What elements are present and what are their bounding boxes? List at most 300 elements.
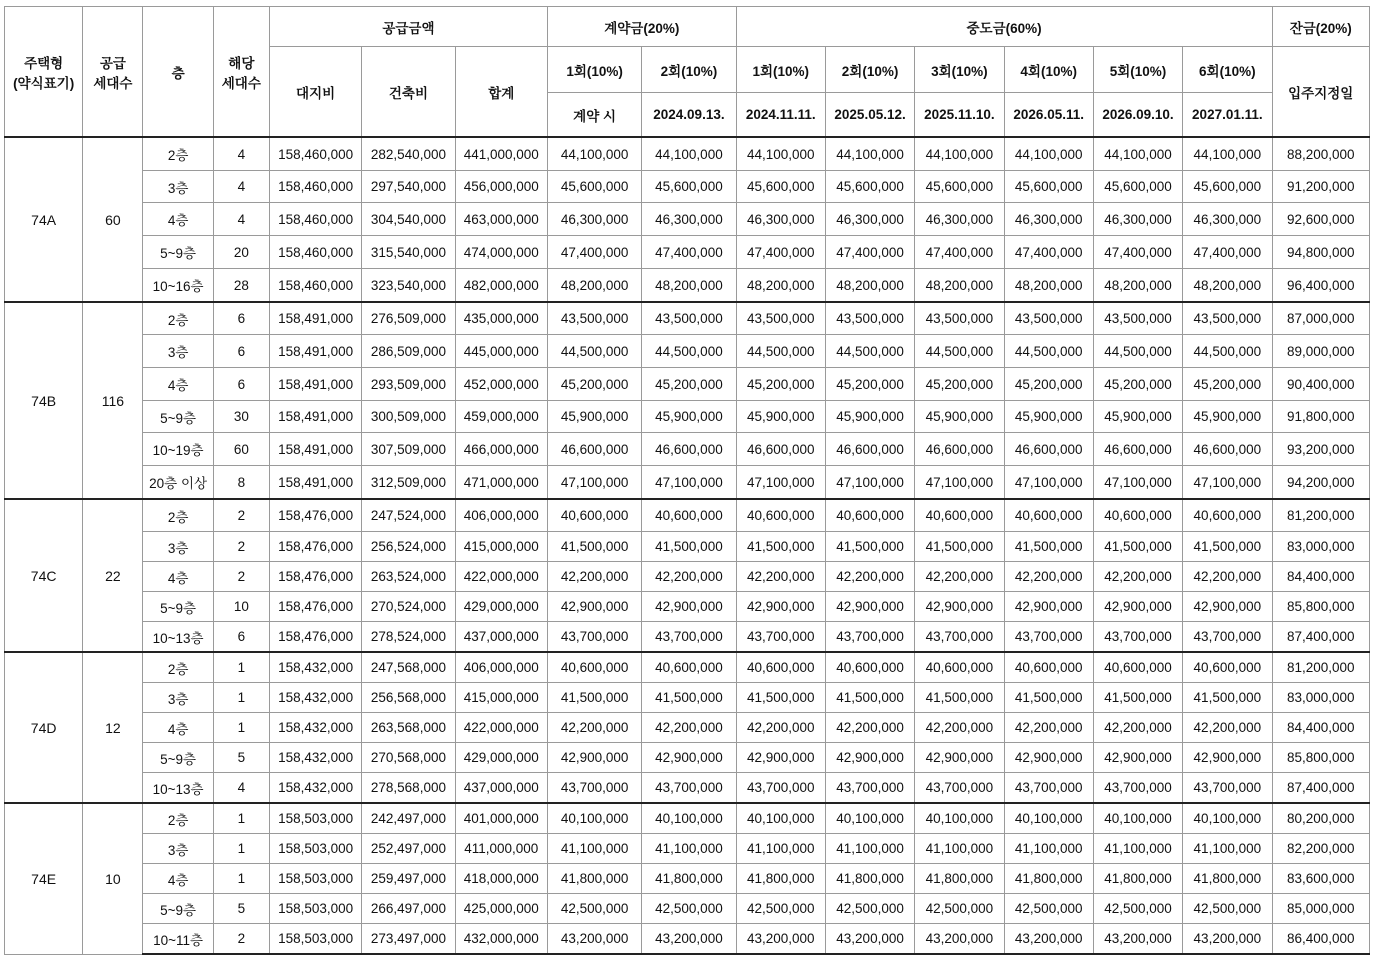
table-row	[5, 834, 1370, 864]
land-price-cell: 158,491,000	[269, 302, 361, 335]
balance-cell: 94,800,000	[1272, 236, 1370, 269]
table-row	[5, 713, 1370, 743]
deposit-1-cell: 47,100,000	[547, 466, 641, 500]
table-row	[5, 368, 1370, 401]
interim-2-cell: 48,200,000	[825, 269, 914, 303]
header-supply-units	[83, 7, 143, 138]
floor-cell: 10~19층	[143, 433, 213, 466]
building-price-cell: 278,568,000	[362, 773, 455, 804]
deposit-2-cell: 45,900,000	[642, 401, 736, 433]
land-price-cell: 158,503,000	[269, 803, 361, 834]
land-price-cell: 158,503,000	[269, 864, 361, 894]
units-cell: 2	[213, 562, 269, 592]
interim-4-cell: 43,700,000	[1004, 622, 1093, 653]
table-header	[5, 7, 1370, 138]
deposit-1-cell: 41,800,000	[547, 864, 641, 894]
units-cell: 1	[213, 803, 269, 834]
balance-cell: 91,200,000	[1272, 171, 1370, 203]
interim-2-cell: 45,600,000	[825, 171, 914, 203]
balance-cell: 91,800,000	[1272, 401, 1370, 433]
balance-cell: 88,200,000	[1272, 137, 1370, 171]
units-cell: 2	[213, 924, 269, 955]
balance-cell: 84,400,000	[1272, 713, 1370, 743]
units-cell: 1	[213, 683, 269, 713]
total-price-cell: 445,000,000	[455, 335, 547, 368]
interim-5-cell: 40,600,000	[1093, 652, 1182, 683]
interim-3-cell: 42,200,000	[915, 713, 1004, 743]
units-cell: 10	[213, 592, 269, 622]
interim-3-cell: 44,500,000	[915, 335, 1004, 368]
deposit-1-cell: 42,500,000	[547, 894, 641, 924]
interim-6-cell: 41,800,000	[1183, 864, 1272, 894]
balance-cell: 89,000,000	[1272, 335, 1370, 368]
units-cell: 6	[213, 302, 269, 335]
interim-2-cell: 42,500,000	[825, 894, 914, 924]
building-price-cell: 270,524,000	[362, 592, 455, 622]
interim-3-cell: 42,900,000	[915, 592, 1004, 622]
table-row	[5, 269, 1370, 303]
interim-5-cell: 40,600,000	[1093, 499, 1182, 532]
header-balance-date: 입주지정일	[1272, 47, 1370, 138]
supply-units-cell: 12	[83, 652, 143, 803]
table-row	[5, 401, 1370, 433]
interim-4-cell: 41,500,000	[1004, 532, 1093, 562]
land-price-cell: 158,460,000	[269, 137, 361, 171]
land-price-cell: 158,491,000	[269, 433, 361, 466]
header-building: 건축비	[362, 47, 455, 138]
interim-3-cell: 45,600,000	[915, 171, 1004, 203]
floor-cell: 3층	[143, 335, 213, 368]
interim-4-cell: 42,200,000	[1004, 713, 1093, 743]
deposit-1-cell: 47,400,000	[547, 236, 641, 269]
units-cell: 20	[213, 236, 269, 269]
deposit-2-cell: 44,100,000	[642, 137, 736, 171]
unit-type-cell: 74E	[5, 803, 83, 954]
interim-2-cell: 43,200,000	[825, 924, 914, 955]
interim-2-cell: 47,100,000	[825, 466, 914, 500]
interim-4-cell: 46,300,000	[1004, 203, 1093, 236]
deposit-1-cell: 41,500,000	[547, 683, 641, 713]
total-price-cell: 425,000,000	[455, 894, 547, 924]
interim-4-cell: 47,400,000	[1004, 236, 1093, 269]
land-price-cell: 158,460,000	[269, 171, 361, 203]
deposit-1-cell: 43,700,000	[547, 622, 641, 653]
units-cell: 5	[213, 743, 269, 773]
interim-3-cell: 44,100,000	[915, 137, 1004, 171]
total-price-cell: 415,000,000	[455, 532, 547, 562]
total-price-cell: 474,000,000	[455, 236, 547, 269]
building-price-cell: 286,509,000	[362, 335, 455, 368]
supply-units-cell: 116	[83, 302, 143, 499]
interim-5-cell: 41,100,000	[1093, 834, 1182, 864]
deposit-1-cell: 48,200,000	[547, 269, 641, 303]
balance-cell: 92,600,000	[1272, 203, 1370, 236]
table-row	[5, 894, 1370, 924]
building-price-cell: 263,524,000	[362, 562, 455, 592]
interim-1-cell: 43,500,000	[736, 302, 825, 335]
interim-4-cell: 45,200,000	[1004, 368, 1093, 401]
deposit-2-cell: 41,800,000	[642, 864, 736, 894]
total-price-cell: 422,000,000	[455, 713, 547, 743]
deposit-2-cell: 42,200,000	[642, 562, 736, 592]
interim-2-cell: 41,500,000	[825, 532, 914, 562]
header-deposit-2-date: 2024.09.13.	[642, 93, 736, 138]
deposit-2-cell: 45,600,000	[642, 171, 736, 203]
deposit-1-cell: 40,600,000	[547, 652, 641, 683]
land-price-cell: 158,476,000	[269, 592, 361, 622]
header-floor	[143, 7, 213, 138]
header-interim-3-date: 2025.11.10.	[915, 93, 1004, 138]
interim-5-cell: 47,100,000	[1093, 466, 1182, 500]
table-row	[5, 562, 1370, 592]
floor-cell: 4층	[143, 713, 213, 743]
table-row	[5, 924, 1370, 955]
table-row	[5, 743, 1370, 773]
deposit-2-cell: 41,500,000	[642, 683, 736, 713]
interim-2-cell: 46,300,000	[825, 203, 914, 236]
balance-cell: 81,200,000	[1272, 499, 1370, 532]
interim-2-cell: 46,600,000	[825, 433, 914, 466]
interim-5-cell: 42,500,000	[1093, 894, 1182, 924]
interim-1-cell: 44,500,000	[736, 335, 825, 368]
header-deposit: 계약금(20%)	[547, 7, 736, 47]
floor-cell: 3층	[143, 683, 213, 713]
floor-cell: 5~9층	[143, 743, 213, 773]
header-supply-price: 공급금액	[269, 7, 547, 47]
building-price-cell: 247,568,000	[362, 652, 455, 683]
interim-6-cell: 47,400,000	[1183, 236, 1272, 269]
floor-cell: 2층	[143, 803, 213, 834]
header-deposit-1: 1회(10%)	[547, 47, 641, 93]
building-price-cell: 252,497,000	[362, 834, 455, 864]
interim-1-cell: 42,900,000	[736, 592, 825, 622]
interim-1-cell: 40,600,000	[736, 499, 825, 532]
interim-3-cell: 43,700,000	[915, 773, 1004, 804]
interim-3-cell: 40,100,000	[915, 803, 1004, 834]
interim-6-cell: 43,500,000	[1183, 302, 1272, 335]
header-interim-6-date: 2027.01.11.	[1183, 93, 1272, 138]
building-price-cell: 293,509,000	[362, 368, 455, 401]
total-price-cell: 452,000,000	[455, 368, 547, 401]
floor-cell: 5~9층	[143, 592, 213, 622]
interim-6-cell: 43,700,000	[1183, 622, 1272, 653]
interim-5-cell: 40,100,000	[1093, 803, 1182, 834]
interim-2-cell: 47,400,000	[825, 236, 914, 269]
deposit-2-cell: 42,200,000	[642, 713, 736, 743]
interim-1-cell: 45,900,000	[736, 401, 825, 433]
total-price-cell: 482,000,000	[455, 269, 547, 303]
header-land: 대지비	[269, 47, 361, 138]
table-row	[5, 652, 1370, 683]
table-row	[5, 803, 1370, 834]
floor-cell: 4층	[143, 864, 213, 894]
interim-1-cell: 46,300,000	[736, 203, 825, 236]
interim-5-cell: 43,200,000	[1093, 924, 1182, 955]
interim-5-cell: 47,400,000	[1093, 236, 1182, 269]
interim-4-cell: 42,900,000	[1004, 592, 1093, 622]
units-cell: 28	[213, 269, 269, 303]
interim-1-cell: 47,400,000	[736, 236, 825, 269]
deposit-1-cell: 45,900,000	[547, 401, 641, 433]
deposit-2-cell: 43,700,000	[642, 622, 736, 653]
building-price-cell: 270,568,000	[362, 743, 455, 773]
table-row	[5, 773, 1370, 804]
interim-3-cell: 43,500,000	[915, 302, 1004, 335]
interim-4-cell: 42,500,000	[1004, 894, 1093, 924]
interim-4-cell: 42,200,000	[1004, 562, 1093, 592]
deposit-1-cell: 44,100,000	[547, 137, 641, 171]
table-row	[5, 532, 1370, 562]
header-deposit-1-date: 계약 시	[547, 93, 641, 138]
deposit-1-cell: 40,100,000	[547, 803, 641, 834]
total-price-cell: 459,000,000	[455, 401, 547, 433]
floor-cell: 4층	[143, 203, 213, 236]
building-price-cell: 266,497,000	[362, 894, 455, 924]
header-interim: 중도금(60%)	[736, 7, 1272, 47]
deposit-2-cell: 41,500,000	[642, 532, 736, 562]
balance-cell: 90,400,000	[1272, 368, 1370, 401]
header-floor-label: 층	[171, 65, 185, 81]
interim-2-cell: 43,500,000	[825, 302, 914, 335]
interim-2-cell: 41,500,000	[825, 683, 914, 713]
interim-1-cell: 45,200,000	[736, 368, 825, 401]
header-units-label: 해당 세대수	[221, 55, 261, 91]
deposit-2-cell: 43,500,000	[642, 302, 736, 335]
header-interim-3: 3회(10%)	[915, 47, 1004, 93]
interim-1-cell: 44,100,000	[736, 137, 825, 171]
interim-3-cell: 40,600,000	[915, 652, 1004, 683]
interim-1-cell: 42,200,000	[736, 562, 825, 592]
interim-4-cell: 45,600,000	[1004, 171, 1093, 203]
interim-1-cell: 41,500,000	[736, 683, 825, 713]
total-price-cell: 437,000,000	[455, 773, 547, 804]
floor-cell: 10~13층	[143, 773, 213, 804]
units-cell: 6	[213, 335, 269, 368]
floor-cell: 5~9층	[143, 401, 213, 433]
balance-cell: 85,800,000	[1272, 592, 1370, 622]
interim-2-cell: 41,100,000	[825, 834, 914, 864]
header-deposit-2: 2회(10%)	[642, 47, 736, 93]
interim-4-cell: 40,600,000	[1004, 652, 1093, 683]
interim-6-cell: 46,600,000	[1183, 433, 1272, 466]
building-price-cell: 259,497,000	[362, 864, 455, 894]
interim-1-cell: 48,200,000	[736, 269, 825, 303]
interim-3-cell: 45,900,000	[915, 401, 1004, 433]
table-row	[5, 683, 1370, 713]
building-price-cell: 300,509,000	[362, 401, 455, 433]
interim-5-cell: 45,600,000	[1093, 171, 1182, 203]
units-cell: 4	[213, 137, 269, 171]
floor-cell: 4층	[143, 562, 213, 592]
building-price-cell: 256,568,000	[362, 683, 455, 713]
deposit-2-cell: 43,200,000	[642, 924, 736, 955]
interim-5-cell: 44,500,000	[1093, 335, 1182, 368]
deposit-2-cell: 47,100,000	[642, 466, 736, 500]
header-interim-4-date: 2026.05.11.	[1004, 93, 1093, 138]
units-cell: 60	[213, 433, 269, 466]
total-price-cell: 435,000,000	[455, 302, 547, 335]
supply-price-table	[4, 6, 1370, 955]
interim-4-cell: 48,200,000	[1004, 269, 1093, 303]
floor-cell: 5~9층	[143, 894, 213, 924]
table-row	[5, 592, 1370, 622]
land-price-cell: 158,460,000	[269, 236, 361, 269]
land-price-cell: 158,476,000	[269, 499, 361, 532]
interim-4-cell: 43,700,000	[1004, 773, 1093, 804]
building-price-cell: 278,524,000	[362, 622, 455, 653]
interim-2-cell: 40,600,000	[825, 499, 914, 532]
floor-cell: 2층	[143, 302, 213, 335]
table-row	[5, 335, 1370, 368]
table-row	[5, 864, 1370, 894]
interim-1-cell: 43,700,000	[736, 622, 825, 653]
table-row	[5, 171, 1370, 203]
land-price-cell: 158,476,000	[269, 562, 361, 592]
interim-5-cell: 42,900,000	[1093, 743, 1182, 773]
interim-6-cell: 42,200,000	[1183, 562, 1272, 592]
interim-6-cell: 42,500,000	[1183, 894, 1272, 924]
interim-5-cell: 46,600,000	[1093, 433, 1182, 466]
deposit-1-cell: 45,200,000	[547, 368, 641, 401]
interim-1-cell: 40,100,000	[736, 803, 825, 834]
interim-6-cell: 41,500,000	[1183, 532, 1272, 562]
balance-cell: 83,000,000	[1272, 532, 1370, 562]
interim-5-cell: 41,500,000	[1093, 683, 1182, 713]
total-price-cell: 429,000,000	[455, 592, 547, 622]
building-price-cell: 256,524,000	[362, 532, 455, 562]
table-row	[5, 236, 1370, 269]
supply-units-cell: 10	[83, 803, 143, 954]
interim-6-cell: 44,100,000	[1183, 137, 1272, 171]
supply-units-cell: 60	[83, 137, 143, 302]
interim-5-cell: 43,700,000	[1093, 622, 1182, 653]
interim-6-cell: 48,200,000	[1183, 269, 1272, 303]
deposit-2-cell: 40,600,000	[642, 652, 736, 683]
interim-3-cell: 45,200,000	[915, 368, 1004, 401]
interim-5-cell: 46,300,000	[1093, 203, 1182, 236]
deposit-2-cell: 46,600,000	[642, 433, 736, 466]
interim-2-cell: 43,700,000	[825, 622, 914, 653]
interim-2-cell: 43,700,000	[825, 773, 914, 804]
interim-5-cell: 41,500,000	[1093, 532, 1182, 562]
interim-4-cell: 41,800,000	[1004, 864, 1093, 894]
floor-cell: 10~13층	[143, 622, 213, 653]
interim-4-cell: 44,100,000	[1004, 137, 1093, 171]
balance-cell: 87,400,000	[1272, 773, 1370, 804]
interim-2-cell: 40,100,000	[825, 803, 914, 834]
interim-1-cell: 40,600,000	[736, 652, 825, 683]
interim-5-cell: 48,200,000	[1093, 269, 1182, 303]
floor-cell: 3층	[143, 532, 213, 562]
interim-2-cell: 41,800,000	[825, 864, 914, 894]
interim-1-cell: 42,900,000	[736, 743, 825, 773]
building-price-cell: 323,540,000	[362, 269, 455, 303]
units-cell: 6	[213, 622, 269, 653]
land-price-cell: 158,503,000	[269, 834, 361, 864]
interim-6-cell: 47,100,000	[1183, 466, 1272, 500]
building-price-cell: 312,509,000	[362, 466, 455, 500]
deposit-1-cell: 43,500,000	[547, 302, 641, 335]
interim-1-cell: 41,100,000	[736, 834, 825, 864]
floor-cell: 2층	[143, 652, 213, 683]
header-interim-1: 1회(10%)	[736, 47, 825, 93]
interim-3-cell: 42,900,000	[915, 743, 1004, 773]
balance-cell: 86,400,000	[1272, 924, 1370, 955]
building-price-cell: 315,540,000	[362, 236, 455, 269]
land-price-cell: 158,491,000	[269, 466, 361, 500]
deposit-2-cell: 40,600,000	[642, 499, 736, 532]
total-price-cell: 411,000,000	[455, 834, 547, 864]
interim-3-cell: 41,800,000	[915, 864, 1004, 894]
interim-5-cell: 41,800,000	[1093, 864, 1182, 894]
deposit-1-cell: 41,100,000	[547, 834, 641, 864]
interim-6-cell: 43,200,000	[1183, 924, 1272, 955]
total-price-cell: 422,000,000	[455, 562, 547, 592]
deposit-2-cell: 48,200,000	[642, 269, 736, 303]
header-type-label: 주택형 (약식표기)	[13, 55, 75, 91]
unit-type-cell: 74D	[5, 652, 83, 803]
balance-cell: 85,800,000	[1272, 743, 1370, 773]
land-price-cell: 158,476,000	[269, 622, 361, 653]
interim-2-cell: 45,200,000	[825, 368, 914, 401]
interim-2-cell: 44,500,000	[825, 335, 914, 368]
interim-1-cell: 41,500,000	[736, 532, 825, 562]
balance-cell: 83,600,000	[1272, 864, 1370, 894]
units-cell: 6	[213, 368, 269, 401]
deposit-2-cell: 46,300,000	[642, 203, 736, 236]
interim-3-cell: 40,600,000	[915, 499, 1004, 532]
deposit-2-cell: 45,200,000	[642, 368, 736, 401]
interim-4-cell: 40,600,000	[1004, 499, 1093, 532]
interim-3-cell: 42,500,000	[915, 894, 1004, 924]
table-row	[5, 203, 1370, 236]
total-price-cell: 456,000,000	[455, 171, 547, 203]
interim-4-cell: 45,900,000	[1004, 401, 1093, 433]
units-cell: 4	[213, 773, 269, 804]
interim-4-cell: 43,500,000	[1004, 302, 1093, 335]
interim-6-cell: 41,100,000	[1183, 834, 1272, 864]
interim-2-cell: 42,900,000	[825, 592, 914, 622]
interim-3-cell: 47,100,000	[915, 466, 1004, 500]
floor-cell: 10~11층	[143, 924, 213, 955]
interim-6-cell: 40,600,000	[1183, 499, 1272, 532]
header-interim-1-date: 2024.11.11.	[736, 93, 825, 138]
balance-cell: 85,000,000	[1272, 894, 1370, 924]
interim-1-cell: 43,200,000	[736, 924, 825, 955]
interim-6-cell: 45,200,000	[1183, 368, 1272, 401]
interim-2-cell: 44,100,000	[825, 137, 914, 171]
units-cell: 8	[213, 466, 269, 500]
interim-4-cell: 47,100,000	[1004, 466, 1093, 500]
building-price-cell: 297,540,000	[362, 171, 455, 203]
balance-cell: 81,200,000	[1272, 652, 1370, 683]
interim-1-cell: 42,500,000	[736, 894, 825, 924]
units-cell: 30	[213, 401, 269, 433]
deposit-1-cell: 42,200,000	[547, 713, 641, 743]
units-cell: 1	[213, 834, 269, 864]
units-cell: 1	[213, 713, 269, 743]
table-row	[5, 137, 1370, 171]
total-price-cell: 418,000,000	[455, 864, 547, 894]
interim-3-cell: 46,600,000	[915, 433, 1004, 466]
deposit-1-cell: 43,700,000	[547, 773, 641, 804]
interim-6-cell: 40,100,000	[1183, 803, 1272, 834]
interim-1-cell: 42,200,000	[736, 713, 825, 743]
building-price-cell: 282,540,000	[362, 137, 455, 171]
deposit-1-cell: 42,200,000	[547, 562, 641, 592]
deposit-1-cell: 43,200,000	[547, 924, 641, 955]
deposit-2-cell: 40,100,000	[642, 803, 736, 834]
